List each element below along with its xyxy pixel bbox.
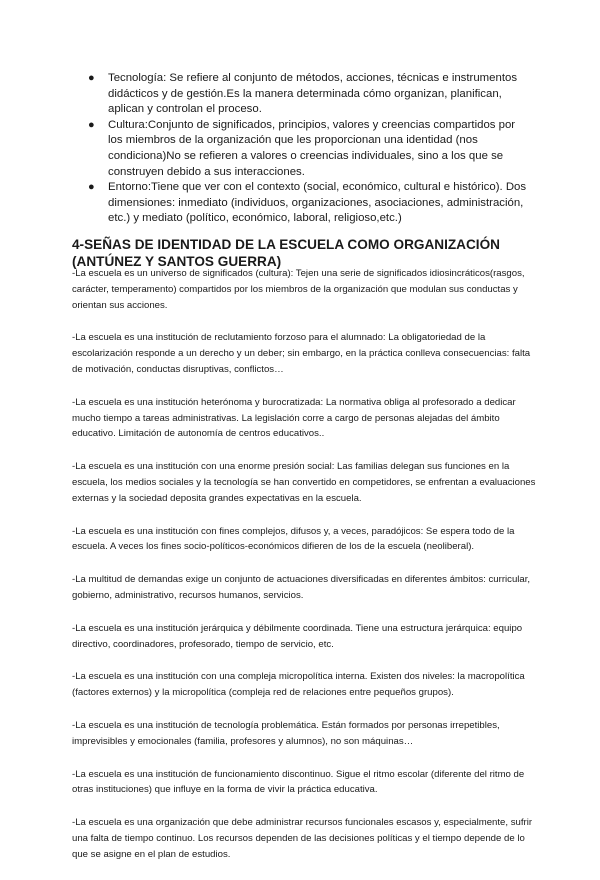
paragraph: -La escuela es una institución de funcionamiento discontinuo. Sigue el ritmo escolar (diferente del ritmo de otras instituciones) que influye en la forma de vivir la práctica educativa.: [72, 768, 525, 796]
bullet-text: Cultura:Conjunto de significados, principios, valores y creencias compartidos por los miembros de la organización que les proporcionan una identidad (nos condiciona)No se refieren a valores o creencias individuales, sino a los que se construyen debido a sus interacciones.: [108, 118, 516, 178]
paragraph: -La escuela es una institución de tecnología problemática. Están formados por personas irrepetibles, imprevisibles y emocionales (familia, profesores y alumnos), no son máquinas…: [72, 719, 500, 747]
paragraph: -La escuela es una institución heterónoma y burocratizada: La normativa obliga al profesorado a dedicar mucho tiempo a tareas administrativas. La legislación corre a cargo de personas alejadas del ámbito educativo. Limitación de autonomía de centros educativos..: [72, 396, 516, 440]
paragraph: -La escuela es una institución con una enorme presión social: Las familias delegan sus funciones en la escuela, los medios sociales y la tecnología se han convertido en competidores, se enfrentan a evaluaciones externas y la sociedad deposita grandes expectativas en la escuela.: [72, 461, 536, 504]
paragraph: -La multitud de demandas exige un conjunto de actuaciones diversificadas en diferentes ámbitos: curricular, gobierno, administrativo, recursos humanos, servicios.: [72, 574, 531, 601]
paragraph: -La escuela es una institución con una compleja micropolítica interna. Existen dos niveles: la macropolítica (factores externos) y la micropolítica (compleja red de relaciones entre pequeños grupos).: [72, 671, 525, 699]
paragraph: -La escuela es una institución con fines complejos, difusos y, a veces, paradójicos: Se espera todo de la escuela. A veces los fines socio-políticos-económicos difieren de los de la escuela (neoliberal).: [72, 525, 515, 553]
paragraph: -La escuela es una institución jerárquica y débilmente coordinada. Tiene una estructura jerárquica: equipo directivo, coordinadores, profesorado, tiempo de servicio, etc.: [72, 622, 523, 650]
bullet-item-cultura: [88, 118, 528, 180]
paragraph: -La escuela es un universo de significados (cultura): Tejen una serie de significados idiosincráticos(rasgos, carácter, temperamento) compartidos por los miembros de la organización que modulan sus conductas y orientan sus acciones.: [72, 268, 525, 311]
section-heading: 4-SEÑAS DE IDENTIDAD DE LA ESCUELA COMO ORGANIZACIÓN (ANTÚNEZ Y SANTOS GUERRA): [72, 237, 500, 269]
bullet-item-tecnologia: [88, 71, 528, 118]
bullet-text: Entorno:Tiene que ver con el contexto (social, económico, cultural e histórico). Dos dimensiones: inmediato (individuos, organizaciones, asociaciones, administración, etc.) y mediato (político, económico, laboral, religioso,etc.): [108, 181, 527, 225]
bullet-dot-icon: ●: [88, 118, 95, 131]
bullet-dot-icon: ●: [88, 72, 95, 84]
section-body: [72, 266, 542, 880]
paragraph: -La escuela es una institución de reclutamiento forzoso para el alumnado: La obligatoriedad de la escolarización responde a un derecho y un deber; sin embargo, en la práctica conlleva consecuencias: falta de motivación, conductas disruptivas, conflictos…: [72, 332, 531, 375]
bullet-dot-icon: ●: [88, 181, 95, 194]
bullet-item-entorno: [88, 180, 528, 227]
paragraph: -La escuela es una organización que debe administrar recursos funcionales escasos y, especialmente, sufrir una falta de tiempo continuo. Los recursos dependen de las decisiones políticas y el tiempo depende de lo que se asigne en el plan de estudios.: [72, 817, 533, 860]
bullet-list: [88, 71, 528, 227]
bullet-text: Tecnología: Se refiere al conjunto de métodos, acciones, técnicas e instrumentos didácticos y de gestión.Es la manera determinada cómo organizan, planifican, aplican y controlan el proceso.: [108, 72, 518, 116]
